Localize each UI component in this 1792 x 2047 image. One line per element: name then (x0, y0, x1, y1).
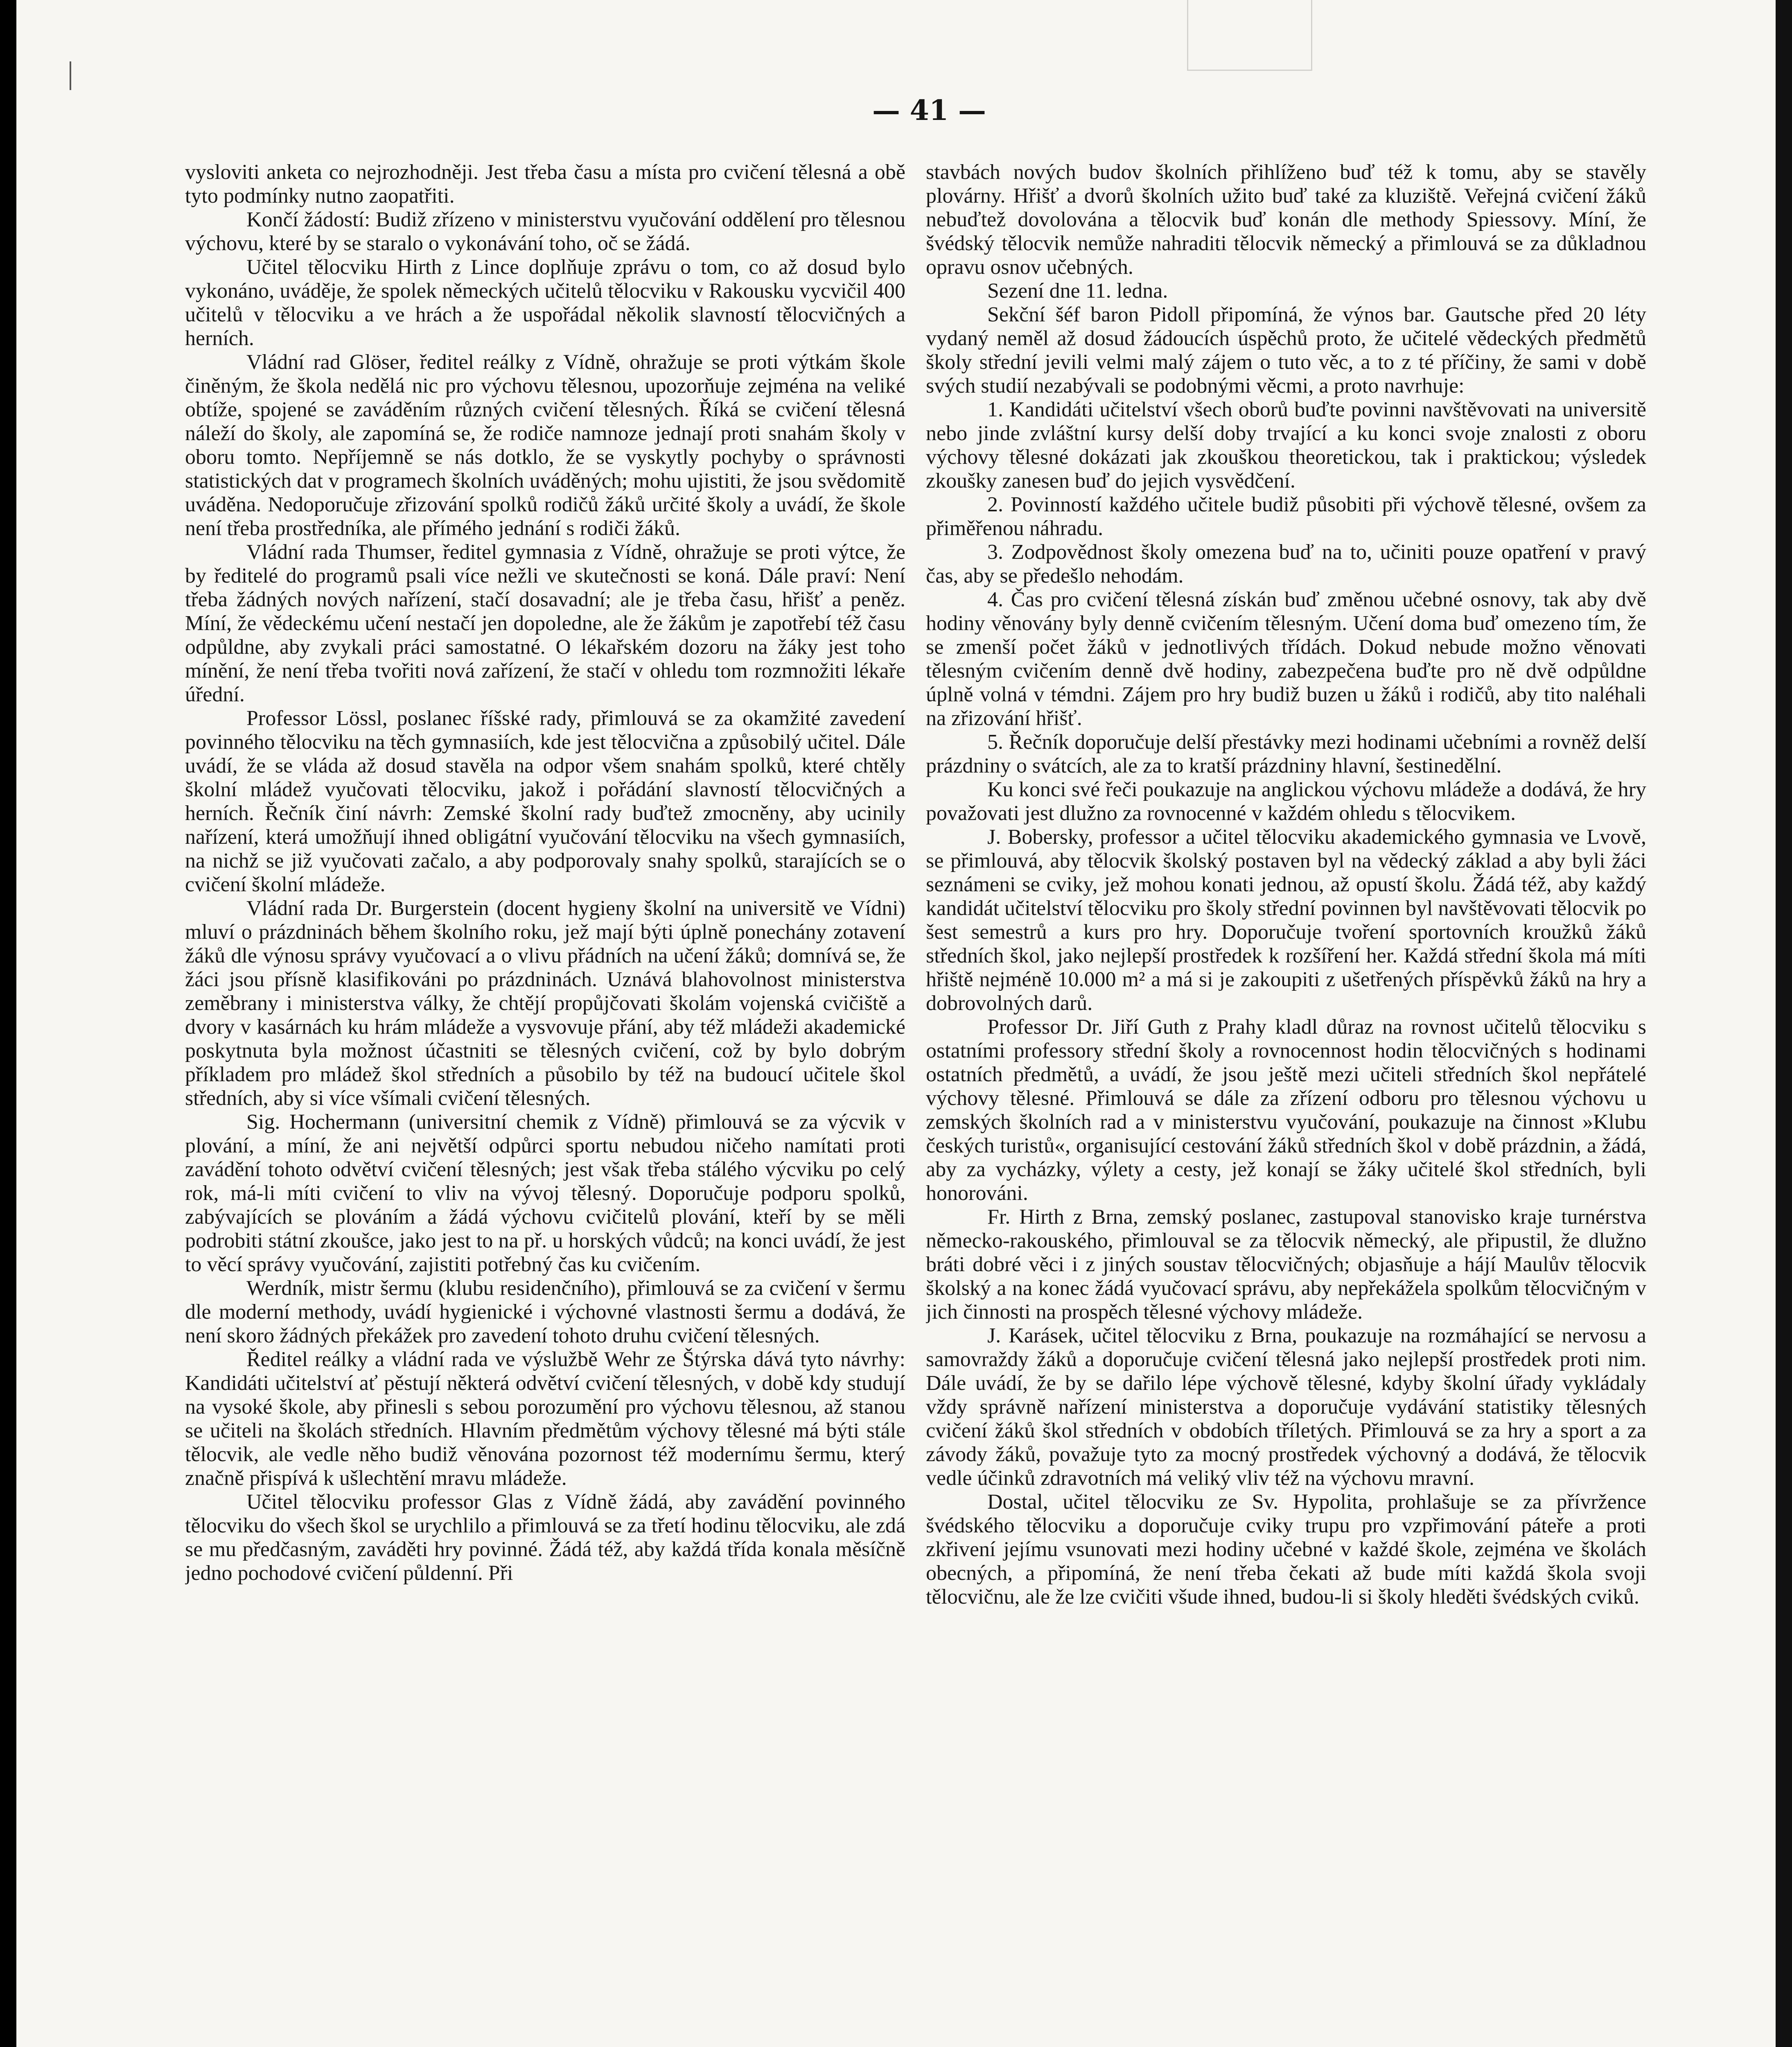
paragraph: Professor Lössl, poslanec říšské rady, přimlouvá se za okamžité zavedení povinného tělocviku na těch gymnasiích, kde jest tělocvična a způsobilý učitel. Dále uvádí, že se vláda až dosud stavěla na odpor všem snahám spolků, které chtěly školní mládež vyučovati tělocviku, jakož i pořádání slavností tělocvičných a herních. Řečník činí návrh: Zemské školní rady buďtež zmocněny, aby ucinily nařízení, která umožňují ihned obligátní vyučování tělocviku na všech gymnasiích, na nichž se již vyučovati začalo, a aby podporovaly snahy spolků, starajících se o cvičení školní mládeže. (185, 707, 905, 896)
numbered-item: 3. Zodpovědnost školy omezena buď na to, učiniti pouze opatření v pravý čas, aby se předešlo nehodám. (926, 540, 1646, 587)
paragraph: Ředitel reálky a vládní rada ve výslužbě Wehr ze Štýrska dává tyto návrhy: Kandidáti učitelství ať pěstují některá odvětví cvičení tělesných, v době kdy studují na vysoké škole, aby přinesli s sebou porozumění pro výchovu tělesnou, až stanou se učiteli na školách středních. Hlavním předmětům výchovy tělesné má býti stále tělocvik, ale vedle něho budiž věnována pozornost též modernímu šermu, který značně přispívá k ušlechtění mravu mládeže. (185, 1348, 905, 1490)
paragraph: Vládní rad Glöser, ředitel reálky z Vídně, ohražuje se proti výtkám škole činěným, že škola nedělá nic pro výchovu tělesnou, upozorňuje zejména na veliké obtíže, spojené se zaváděním různých cvičení tělesných. Říká se cvičení tělesná náleží do školy, ale zapomíná se, že rodiče namnoze jednají proti snahám školy v oboru tomto. Nepříjemně se nás dotklo, že se vyskytly pochyby o správnosti statistických dat v programech školních uváděných; mohu ujistiti, že jsou svědomitě uváděna. Nedoporučuje zřizování spolků rodičů žáků určité školy a uvádí, že škole není třeba prostředníka, ale přímého jednání s rodiči žáků. (185, 350, 905, 540)
paragraph: Učitel tělocviku Hirth z Lince doplňuje zprávu o tom, co až dosud bylo vykonáno, uváděje, že spolek německých učitelů tělocviku v Rakousku vycvičil 400 učitelů v tělocviku a ve hrách a že uspořádal několik slavností tělocvičných a herních. (185, 255, 905, 350)
paragraph: Vládní rada Thumser, ředitel gymnasia z Vídně, ohražuje se proti výtce, že by ředitelé do programů psali více nežli ve skutečnosti se koná. Dále praví: Není třeba žádných nových nařízení, stačí dosavadní; ale je třeba času, hřišť a peněz. Míní, že vědeckému učení nestačí jen dopoledne, ale že žákům je zapotřebí též času odpůldne, aby zvykali práci samostatné. O lékařském dozoru na žáky jest toho mínění, že není třeba tvořiti nová zařízení, že stačí v ohledu tom rozmnožiti lékaře úřední. (185, 540, 905, 706)
paragraph: J. Karásek, učitel tělocviku z Brna, poukazuje na rozmáhající se nervosu a samovraždy žáků a doporučuje cvičení tělesná jako nejlepší prostředek proti nim. Dále uvádí, že by se dařilo lépe výchově tělesné, kdyby školní úřady vykládaly vždy správně nařízení ministerstva a doporučuje vydávání statistiky tělesných cvičení žáků škol středních v obdobích tříletých. Přimlouvá se za hry a sport a za závody žáků, považuje tyto za mocný prostředek výchovný a dodává, že tělocvik vedle účinků zdravotních má veliký vliv též na výchovu mravní. (926, 1324, 1646, 1490)
margin-mark (70, 61, 71, 90)
paragraph: Fr. Hirth z Brna, zemský poslanec, zastupoval stanovisko kraje turnérstva německo-rakouského, přimlouval se za tělocvik německý, ale připustil, že dlužno bráti dobré věci i z jiných soustav tělocvičných; objasňuje a hájí Maulův tělocvik školský a na konec žádá vyučovací správu, aby nepřekážela spolkům tělocvičným v jich činnosti na prospěch tělesné výchovy mládeže. (926, 1205, 1646, 1324)
right-column (926, 160, 1646, 2047)
numbered-item: 5. Řečník doporučuje delší přestávky mezi hodinami učebními a rovněž delší prázdniny o svátcích, ale za to kratší prázdniny hlavní, šestinedělní. (926, 730, 1646, 777)
paragraph: Končí žádostí: Budiž zřízeno v ministerstvu vyučování oddělení pro tělesnou výchovu, které by se staralo o vykonávání toho, oč se žádá. (185, 208, 905, 255)
page-number: — 41 — (872, 94, 986, 127)
paragraph: Sekční šéf baron Pidoll připomíná, že výnos bar. Gautsche před 20 léty vydaný neměl až dosud žádoucích úspěchů proto, že učitelé vědeckých předmětů školy střední jevili velmi malý zájem o tuto věc, a to z té příčiny, že sami v době svých studií nezabývali se podobnými věcmi, a proto navrhuje: (926, 303, 1646, 398)
library-stamp (1187, 0, 1312, 71)
numbered-item: 2. Povinností každého učitele budiž působiti při výchově tělesné, ovšem za přiměřenou náhradu. (926, 493, 1646, 540)
paragraph: stavbách nových budov školních přihlíženo buď též k tomu, aby se stavěly plovárny. Hřišť a dvorů školních užito buď také za kluziště. Veřejná cvičení žáků nebuďtež dovolována a tělocvik buď konán dle methody Spiessovy. Míní, že švédský tělocvik nemůže nahraditi tělocvik německý a přimlouvá se za důkladnou opravu osnov učebných. (926, 160, 1646, 279)
paragraph: Ku konci své řeči poukazuje na anglickou výchovu mládeže a dodává, že hry považovati jest dlužno za rovnocenné v každém ohledu s tělocvikem. (926, 778, 1646, 825)
left-column (185, 160, 905, 2047)
paragraph: Vládní rada Dr. Burgerstein (docent hygieny školní na universitě ve Vídni) mluví o prázdninách během školního roku, jež mají býti úplně ponechány zotavení žáků dle výnosu správy vyučovací a o vlivu přádních na učení žáků; domnívá se, že žáci jsou přísně klasifikováni po prázdninách. Uznává blahovolnost ministerstva zeměbrany i ministerstva války, že chtějí propůjčovati školám vojenská cvičiště a dvory v kasárnách ku hrám mládeže a vysvovuje přání, aby též mládeži akademické poskytnuta byla možnost účastniti se tělesných cvičení, což by bylo dobrým příkladem pro mládež škol středních a působilo by též na budoucí učitele škol středních, aby si více všímali cvičení tělesných. (185, 897, 905, 1110)
scanned-page (16, 0, 1776, 2047)
paragraph: Professor Dr. Jiří Guth z Prahy kladl důraz na rovnost učitelů tělocviku s ostatními professory střední školy a rovnocennost hodin tělocvičných s hodinami ostatních předmětů, a uvádí, že jsou ještě mezi učiteli středních škol nepřátelé výchovy tělesné. Přimlouvá se dále za zřízení odboru pro tělesnou výchovu u zemských školních rad a v ministerstvu vyučování, poukazuje na činnost »Klubu českých turistů«, organisující cestování žáků středních škol v době prázdnin, a žádá, aby za vycházky, výlety a cesty, jež konají se žáky učitelé škol středních, byli honorováni. (926, 1015, 1646, 1205)
paragraph: Dostal, učitel tělocviku ze Sv. Hypolita, prohlašuje se za přívržence švédského tělocviku a doporučuje cviky trupu pro vzpřimování páteře a proti zkřivení jejímu vsunovati mezi hodiny učebné v každé škole, zejména ve školách obecných, a připomíná, že není třeba čekati až bude míti každá škola svoji tělocvičnu, ale že lze cvičiti všude ihned, budou-li si školy hleděti švédských cviků. (926, 1490, 1646, 1609)
paragraph: Sig. Hochermann (universitní chemik z Vídně) přimlouvá se za výcvik v plování, a míní, že ani největší odpůrci sportu nebudou ničeho namítati proti zavádění tohoto odvětví cvičení tělesných; jest však třeba stálého výcviku po celý rok, má-li míti cvičení to vliv na vývoj tělesný. Doporučuje podporu spolků, zabývajících se plováním a žádá výchovu cvičitelů plování, kteří by se měli podrobiti státní zkoušce, jako jest to na př. u horských vůdců; na konci uvádí, že jest to věcí správy vyučování, zajistiti potřebný čas ku cvičením. (185, 1110, 905, 1276)
numbered-item: 4. Čas pro cvičení tělesná získán buď změnou učebné osnovy, tak aby dvě hodiny věnovány byly denně cvičením tělesným. Učení doma buď omezeno tím, že se zmenší počet žáků v jednotlivých třídách. Dokud nebude možno věnovati tělesným cvičením denně dvě hodiny, zabezpečena buďte pro ně dvě odpůldne úplně volná v témdni. Zájem pro hry budiž buzen u žáků i rodičů, aby tito naléhali na zřizování hřišť. (926, 588, 1646, 730)
paragraph: Učitel tělocviku professor Glas z Vídně žádá, aby zavádění povinného tělocviku do všech škol se urychlilo a přimlouvá se za třetí hodinu tělocviku, ale zdá se mu předčasným, zaváděti hry povinné. Žádá též, aby každá třída konala měsíčně jedno pochodové cvičení půldenní. Při (185, 1490, 905, 1585)
paragraph: Werdník, mistr šermu (klubu residenčního), přimlouvá se za cvičení v šermu dle moderní methody, uvádí hygienické i výchovné vlastnosti šermu a dodává, že není skoro žádných překážek pro zavedení tohoto druhu cvičení tělesných. (185, 1277, 905, 1347)
paragraph: vysloviti anketa co nejrozhodněji. Jest třeba času a místa pro cvičení tělesná a obě tyto podmínky nutno zaopatřiti. (185, 160, 905, 208)
paragraph: J. Bobersky, professor a učitel tělocviku akademického gymnasia ve Lvově, se přimlouvá, aby tělocvik školský postaven byl na vědecký základ a aby byli žáci seznámeni se cviky, jež mohou konati jednou, až opustí školu. Žádá též, aby každý kandidát učitelství tělocviku pro školy střední povinnen byl navštěvovati tělocvik po šest semestrů a kurs pro hry. Doporučuje tvoření sportovních kroužků žáků středních škol, jako nejlepší prostředek k rozšíření her. Každá střední škola má míti hřiště nejméně 10.000 m² a má si je zakoupiti z ušetřených příspěvků žáků na hry a dobrovolných darů. (926, 825, 1646, 1015)
session-date: Sezení dne 11. ledna. (987, 279, 1168, 303)
scan-edge (1776, 0, 1792, 2047)
numbered-item: 1. Kandidáti učitelství všech oborů buďte povinni navštěvovati na universitě nebo jinde zvláštní kursy delší doby trvající a ku konci svoje znalosti z oboru výchovy tělesné dokázati jak zkouškou theoretickou, tak i praktickou; výsledek zkoušky zanesen buď do jejich vysvědčení. (926, 398, 1646, 493)
